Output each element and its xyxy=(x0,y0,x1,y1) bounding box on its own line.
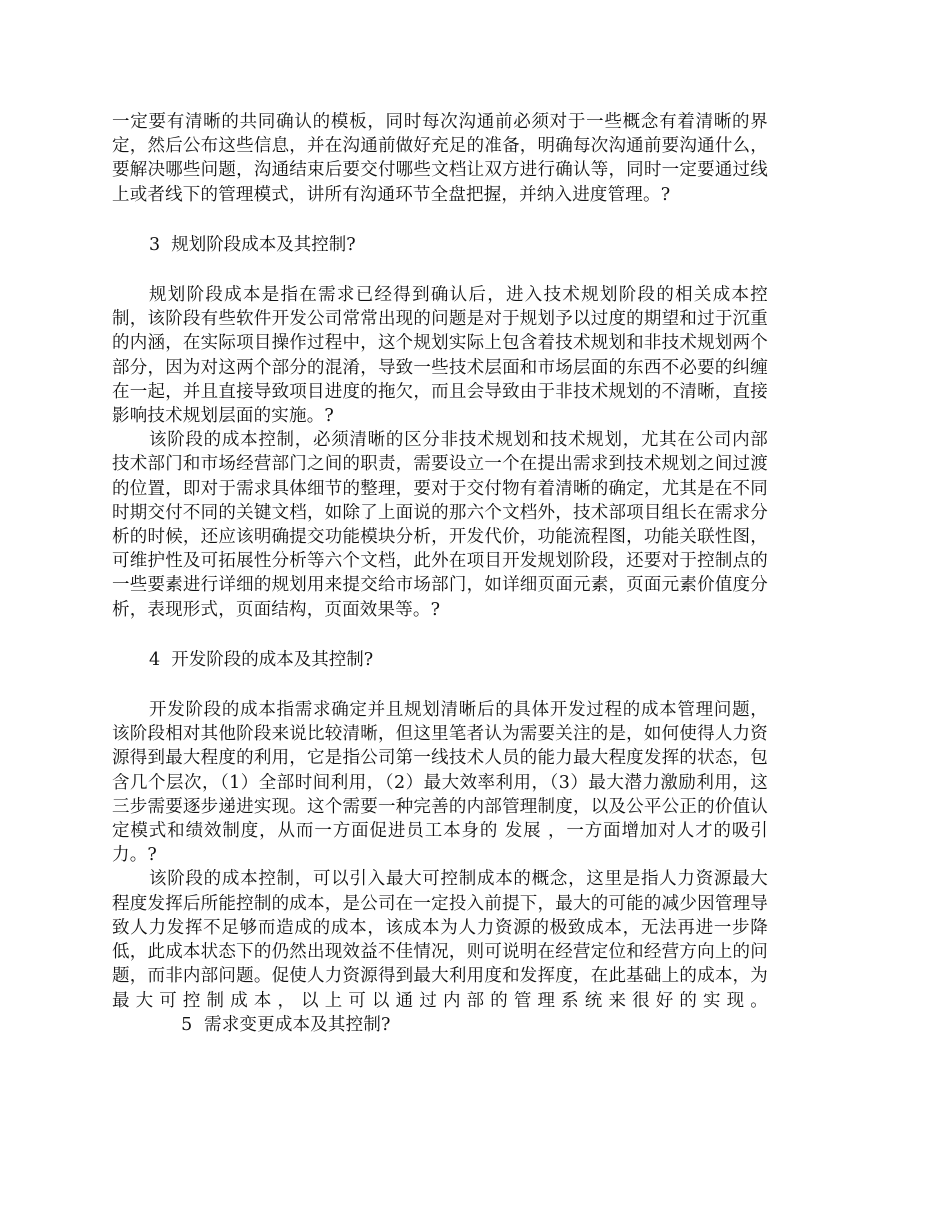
paragraph-planning-control: 该阶段的成本控制，必须清晰的区分非技术规划和技术规划，尤其在公司内部技术部门和市场经营部门之间的职责，需要设立一个在提出需求到技术规划之间过渡的位置，即对于需求具体细节的整理，要对于交付物有着清晰的确定，尤其是在不同时期交付不同的关键文档，如除了上面说的那六个文档外，技术部项目组长在需求分析的时候，还应该明确提交功能模块分析，开发代价，功能流程图，功能关联性图，可维护性及可拓展性分析等六个文档，此外在项目开发规划阶段，还要对于控制点的一些要素进行详细的规划用来提交给市场部门，如详细页面元素，页面元素价值度分析，表现形式，页面结构，页面效果等。? xyxy=(112,430,768,620)
section-heading-5: 5 需求变更成本及其控制? xyxy=(181,1014,391,1035)
paragraph-development-control-text: 该阶段的成本控制，可以引入最大可控制成本的概念，这里是指人力资源最大程度发挥后所能控制的成本，是公司在一定投入前提下，最大的可能的减少因管理导致人力发挥不足够而造成的成本，该成本为人力资源的极致成本，无法再进一步降低，此成本状态下的仍然出现效益不佳情况，则可说明在经营定位和经营方向上的问题，而非内部问题。促使人力资源得到最大利用度和发挥度，在此基础上的成本，为最大可控制成本，以上可以通过内部的管理系统来很好的实现。 xyxy=(112,869,768,1011)
paragraph-development-control xyxy=(112,867,768,1036)
section-heading-4: 4 开发阶段的成本及其控制? xyxy=(149,649,374,670)
document-page xyxy=(112,110,768,1037)
section-heading-3: 3 规划阶段成本及其控制? xyxy=(149,234,356,255)
paragraph-planning-cost: 规划阶段成本是指在需求已经得到确认后，进入技术规划阶段的相关成本控制，该阶段有些软件开发公司常常出现的问题是对于规划予以过度的期望和过于沉重的内涵，在实际项目操作过程中，这个规划实际上包含着技术规划和非技术规划两个部分，因为对这两个部分的混淆，导致一些技术层面和市场层面的东西不必要的纠缠在一起，并且直接导致项目进度的拖欠，而且会导致由于非技术规划的不清晰，直接影响技术规划层面的实施。? xyxy=(112,285,768,427)
paragraph-communication-template: 一定要有清晰的共同确认的模板，同时每次沟通前必须对于一些概念有着清晰的界定，然后公布这些信息，并在沟通前做好充足的准备，明确每次沟通前要沟通什么，要解决哪些问题，沟通结束后要交付哪些文档让双方进行确认等，同时一定要通过线上或者线下的管理模式，讲所有沟通环节全盘把握，并纳入进度管理。? xyxy=(112,112,768,205)
inline-spacer xyxy=(112,1015,181,1035)
paragraph-development-cost: 开发阶段的成本指需求确定并且规划清晰后的具体开发过程的成本管理问题，该阶段相对其他阶段来说比较清晰，但这里笔者认为需要关注的是，如何使得人力资源得到最大程度的利用，它是指公司第一线技术人员的能力最大程度发挥的状态，包含几个层次，（1）全部时间利用，（2）最大效率利用，（3）最大潜力激励利用，这三步需要逐步递进实现。这个需要一种完善的内部管理制度，以及公平公正的价值认定模式和绩效制度，从而一方面促进员工本身的 发展 ，一方面增加对人才的吸引力。? xyxy=(112,700,768,866)
